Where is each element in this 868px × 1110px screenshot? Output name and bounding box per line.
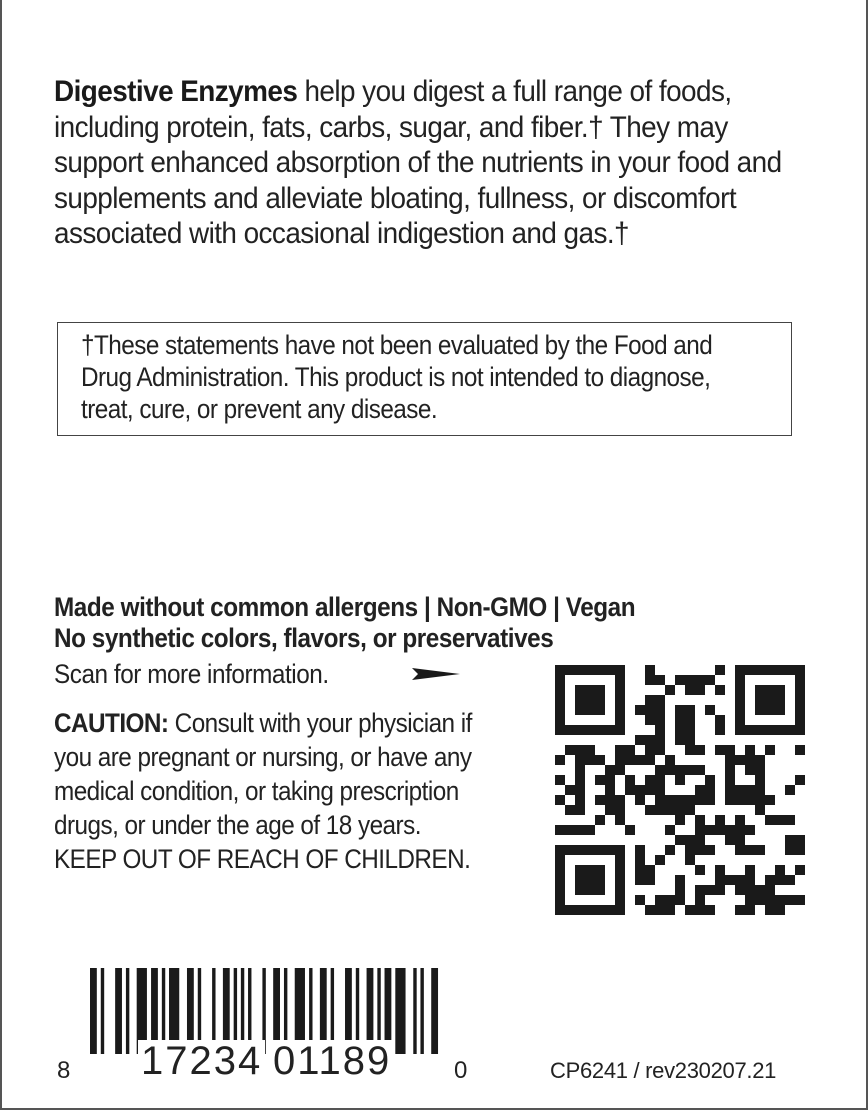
children-warning: KEEP OUT OF REACH OF CHILDREN. — [54, 844, 471, 874]
barcode-check-digit: 0 — [454, 1057, 468, 1084]
qr-code-icon[interactable] — [555, 665, 805, 915]
fda-disclaimer-box — [57, 322, 792, 436]
product-revision-code: CP6241 / rev230207.21 — [550, 1058, 777, 1083]
description-paragraph — [54, 74, 789, 252]
caution-warning — [54, 706, 486, 876]
fda-disclaimer-text: †These statements have not been evaluated by the Food and Drug Administration. This product is not intended to diagnose, treat, cure, or prevent any disease. — [81, 330, 713, 424]
scan-prompt — [54, 658, 534, 690]
caution-body: Consult with your physician if you are pregnant or nursing, or have any medical condition, or taking prescription drugs, or under the age of 18 years. — [54, 708, 472, 840]
description-body: help you digest a full range of foods, including protein, fats, carbs, sugar, and fiber.† They may support enhanced absorption of the nutrients in your food and supplements and alleviate bloating, fullness, or discomfort associated with occasional indigestion and gas.† — [54, 75, 782, 250]
barcode-lead-digit: 8 — [57, 1057, 71, 1084]
product-claims — [54, 592, 738, 654]
scan-prompt-text: Scan for more information. — [54, 659, 329, 689]
barcode-group-1: 17234 — [138, 1040, 265, 1082]
arrow-right-icon — [412, 666, 460, 682]
description-heading: Digestive Enzymes — [54, 75, 298, 108]
barcode-group-2: 01189 — [270, 1040, 394, 1082]
caution-label: CAUTION: — [54, 708, 169, 738]
claims-line-2: No synthetic colors, flavors, or preservatives — [54, 623, 554, 653]
claims-line-1: Made without common allergens | Non-GMO | Vegan — [54, 592, 636, 622]
